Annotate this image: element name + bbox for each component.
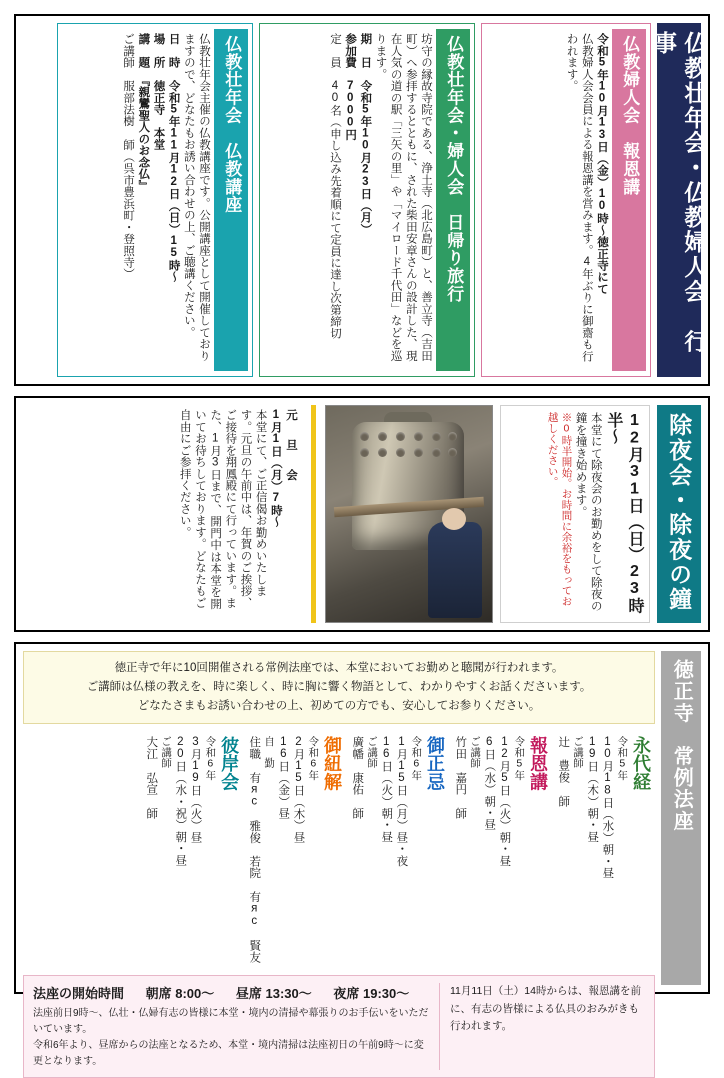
hoza-eidaikyo-kousi-label: ご講師 [572, 735, 585, 769]
card-fujinkai-hoonko [481, 23, 651, 377]
hoza-time-night: 夜席 19:30～ [333, 985, 410, 1001]
hoza-item-ochunge [245, 734, 344, 965]
joyae-detail [500, 405, 650, 623]
hoza-ochunge-era: 令和6年 [307, 735, 320, 781]
card-fujinkai-hoonko-date: 令和5年10月13日（金）10時～徳正寺にて [596, 33, 608, 295]
card-nikkigari-ryoko [259, 23, 475, 377]
banner-line-2: ご講師は仏様の教えを、時に楽しく、時に胸に響く物語として、わかりやすくお話くださいます。 [86, 680, 592, 693]
section-events-band [651, 23, 708, 377]
section-joreihoza [14, 642, 710, 1067]
hoza-eidaikyo-era: 令和5年 [616, 735, 629, 781]
card-nikkigari-ryoko-fee: 参加費 7000円 [344, 33, 357, 141]
section-joreihoza-title: 徳正寺 常例法座 [670, 659, 693, 832]
joreihoza-banner [23, 651, 655, 724]
hoza-eidaikyo-kousi: 辻 豊俊 師 [557, 735, 570, 807]
section-joyae [14, 396, 710, 632]
banner-line-1: 徳正寺で年に10回開催される常例法座では、本堂においてお勤めと聴聞が行われます。 [114, 662, 564, 674]
hoza-ochunge-date-1: 2月15日（木）昼 [292, 735, 305, 843]
hoza-list [23, 730, 655, 969]
hoza-ochunge-date-2: 16日（金）昼 [277, 735, 290, 820]
hoza-time-morning: 朝席 8:00～ [145, 985, 215, 1001]
hoza-eidaikyo-title: 永代経 [631, 735, 651, 791]
gantanne-date: 1月1日（月）7時～ [269, 409, 282, 528]
hoza-gosyoki-kousi-label: ご講師 [366, 735, 379, 769]
card-fujinkai-hoonko-body [486, 29, 612, 371]
hoza-gosyoki-title-wrap [422, 736, 446, 963]
hoza-hoonko-date-2: 6日（水）朝・昼 [483, 735, 496, 831]
hoza-hoonko-kousi-label: ご講師 [469, 735, 482, 769]
hoza-hoonko-title-wrap [525, 736, 549, 963]
hoza-hoonko-era: 令和5年 [513, 735, 526, 781]
section-joreihoza-band [661, 651, 701, 985]
hoza-ochunge-kousi-label: 自 勤 [263, 735, 276, 769]
card-bukkyo-kouza-datetime: 日 時 令和5年11月12日（日）15時～ [167, 33, 180, 283]
card-bukkyo-kouza-lecturer: ご講師 服部法樹 師（呉市豊浜町・登照寺） [122, 33, 135, 280]
section-joyae-title: 除夜会・除夜の鐘 [666, 413, 693, 612]
hoza-gosyoki-kousi: 廣幡 康佑 師 [351, 735, 364, 820]
section-events [14, 14, 710, 386]
banner-line-3: どなたさまもお誘い合わせの上、初めての方でも、安心してお参りください。 [137, 699, 541, 712]
person-figure [428, 522, 482, 618]
hoza-time-noon: 昼席 13:30～ [235, 985, 312, 1001]
hoza-ochunge-kousi: 住職 有яс 雅俊 若院 有яс 賢友 [248, 735, 261, 963]
card-nikkigari-ryoko-capacity: 定 員 40名（申し込み先着順にて定員に達し次第締切 [328, 33, 341, 339]
hoza-note-1: 法座前日9時～、仏壮・仏婦有志の皆様に本堂・境内の清掃や幕張りのお手伝いをいただいています。 [33, 1007, 429, 1035]
bell-photo [325, 405, 493, 623]
hoza-ochunge-title-wrap [319, 736, 343, 963]
gantanne-text: 本堂にて、ご正信偈お勤めいたします。元旦の午前中は、年賀のご挨拶、ご接待を翔鳳殿にて行っています。また、1月3日まで、開門中は本堂を開いてお待ちしております。どなたもご自由にご参拝ください。 [178, 409, 267, 610]
hoza-item-hoonko [451, 734, 550, 965]
hoza-omigaki-note: 11月11日（土）14時からは、報恩講を前に、有志の皆様による仏具のおみがきも行われます。 [439, 983, 645, 1070]
hoza-higan-kousi-label: ご講師 [160, 735, 173, 769]
hoza-ochunge-title: 御紐解 [322, 735, 343, 791]
card-nikkigari-ryoko-head [436, 29, 470, 371]
card-bukkyo-kouza-body [62, 29, 214, 371]
card-bukkyo-kouza-head [214, 29, 248, 371]
joyae-note: ※0時半開始。お時間に余裕をもってお越しください。 [546, 412, 573, 607]
section-joyae-band [657, 405, 701, 623]
hoza-higan-date-2: 20日（水・祝）朝・昼 [174, 735, 187, 866]
joyae-text: 本堂にて除夜会のお勤めをして除夜の鐘を撞き始めます。 [574, 412, 602, 612]
hoza-hoonko-title: 報恩講 [528, 735, 549, 791]
hoza-higan-title-wrap [216, 736, 240, 963]
hoza-eidaikyo-date-2: 19日（木）朝・昼 [586, 735, 599, 843]
hoza-item-higan [142, 734, 241, 965]
hoza-gosyoki-era: 令和6年 [410, 735, 423, 781]
hoza-higan-date-1: 3月19日（火）昼 [189, 735, 202, 843]
section-events-title: 仏教壮年会・仏教婦人会 行事 [651, 31, 708, 354]
hoza-higan-kousi: 大江 弘宣 師 [145, 735, 158, 820]
card-bukkyo-kouza-place: 場 所 徳正寺 本堂 [152, 33, 165, 151]
gantanne-title: 元 旦 会 [285, 409, 297, 484]
card-nikkigari-ryoko-date: 期 日 令和5年10月23日（月） [359, 33, 372, 235]
hoza-gosyoki-date-2: 16日（火）朝・昼 [380, 735, 393, 843]
hoza-times-panel [23, 975, 655, 1078]
hoza-hoonko-date-1: 12月5日（火）朝・昼 [498, 735, 511, 867]
hoza-higan-era: 令和6年 [204, 735, 217, 781]
hoza-times-title: 法座の開始時間 [33, 985, 125, 1001]
card-fujinkai-hoonko-text: 仏教婦人会会員による報恩講を営みます。4年ぶりに御齋も行われます。 [565, 33, 593, 362]
hoza-item-gosyoki [348, 734, 447, 965]
joyae-date: 12月31日（日）23時半～ [604, 412, 643, 614]
card-nikkigari-ryoko-text: 坊守の縁故寺院である、浄土寺（北広島町）と、善立寺（吉田町）へ参拝するとともに、された柴田安章さんの設計した、現在人気の道の駅「三矢の里」や「マイロード千代田」などを巡ります。 [374, 33, 432, 362]
hoza-eidaikyo-title-wrap [628, 736, 652, 963]
bell-studs [360, 432, 456, 466]
joreihoza-main [23, 651, 655, 1067]
hoza-times-left [33, 983, 429, 1070]
hoza-gosyoki-date-1: 1月15日（月）昼・夜 [395, 735, 408, 867]
card-nikkigari-ryoko-title: 仏教壮年会・婦人会 日帰り旅行 [444, 35, 464, 303]
card-bukkyo-kouza-topic: 講 題 『親鸞聖人のお念仏』 [137, 33, 150, 192]
card-fujinkai-hoonko-head [612, 29, 646, 371]
hoza-note-2: 令和6年より、昼席からの法座となるため、本堂・境内清掃は法座初日の午前9時～に変更となります。 [33, 1039, 424, 1067]
hoza-eidaikyo-date-1: 10月18日（水）朝・昼 [601, 735, 614, 879]
hoza-times-title-row [33, 983, 429, 1002]
hoza-gosyoki-title: 御正忌 [425, 735, 446, 791]
card-bukkyo-kouza-title: 仏教壮年会 仏教講座 [222, 35, 242, 214]
gantanne-detail [23, 405, 302, 623]
section-divider [311, 405, 316, 623]
card-nikkigari-ryoko-body [264, 29, 436, 371]
hoza-hoonko-kousi: 竹田 嘉円 師 [454, 735, 467, 820]
hoza-higan-title: 彼岸会 [219, 735, 240, 791]
card-bukkyo-kouza [57, 23, 253, 377]
card-fujinkai-hoonko-title: 仏教婦人会 報恩講 [620, 35, 640, 196]
hoza-item-eidaikyo [554, 734, 653, 965]
card-bukkyo-kouza-text: 仏教壮年会主催の仏教講座です。公開講座として開催しておりますので、どなたもお誘い合わせの上、ご聴講ください。 [182, 33, 210, 362]
